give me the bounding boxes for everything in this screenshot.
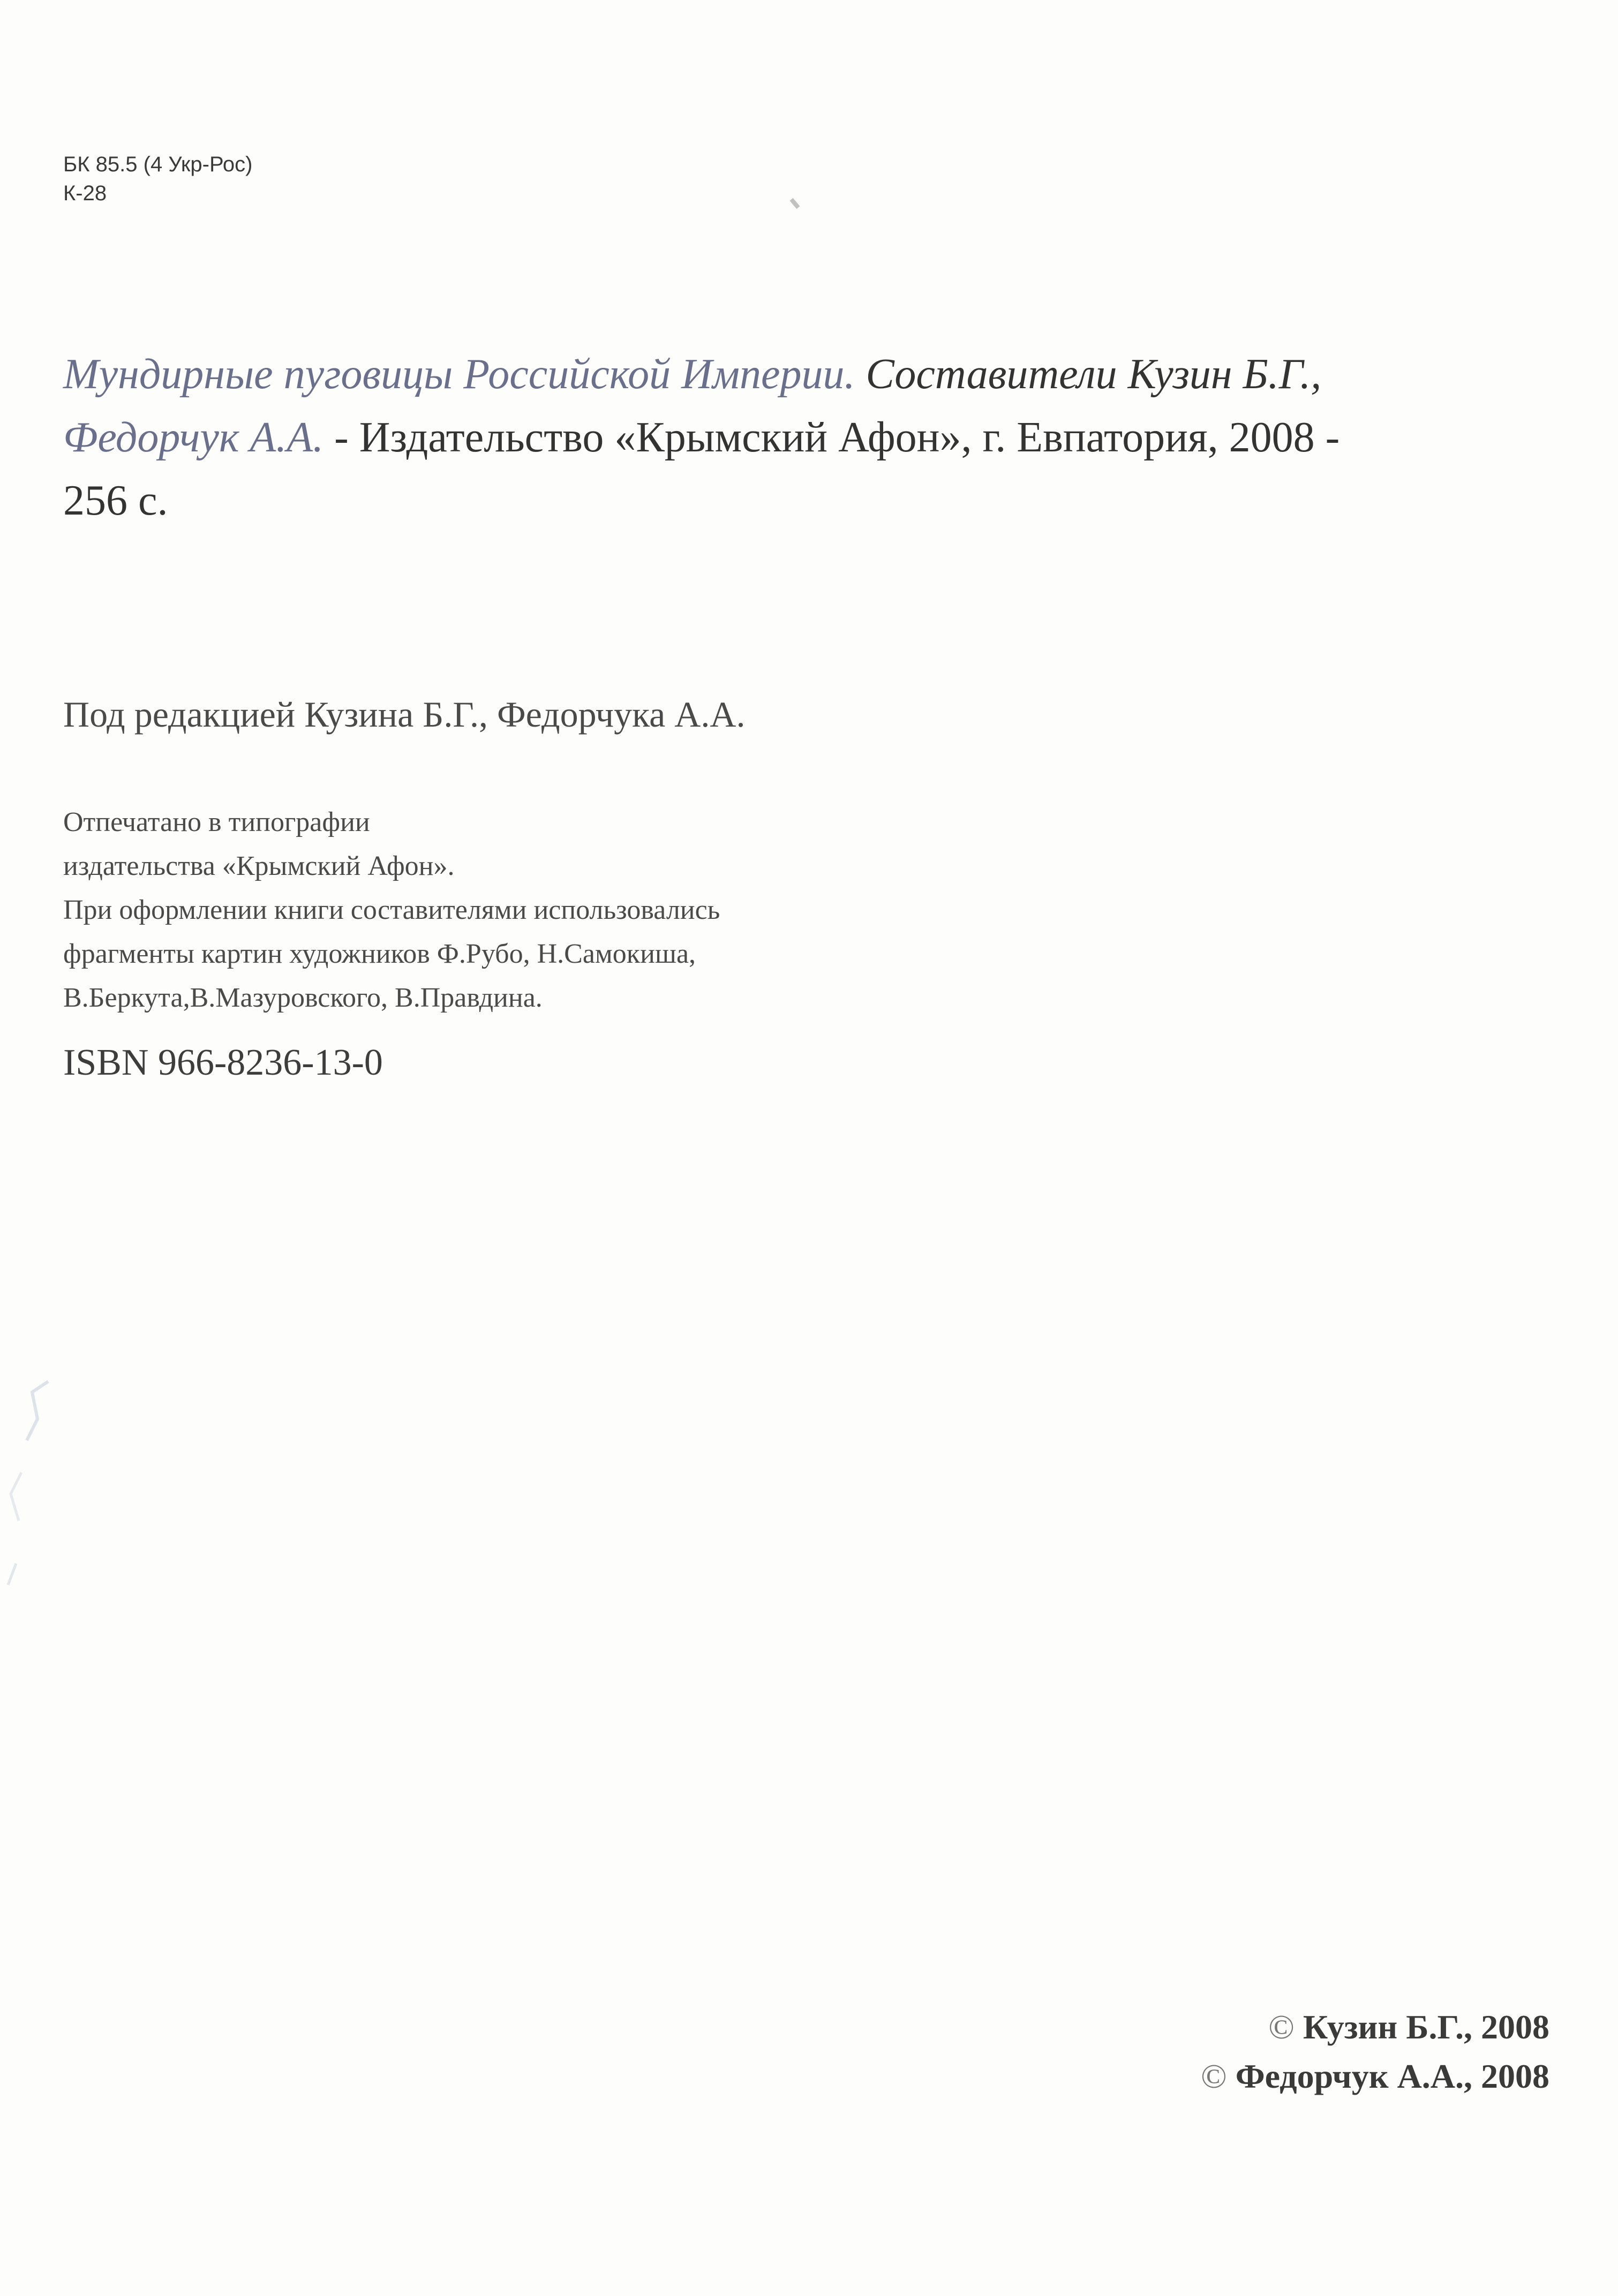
- classification-code: БК 85.5 (4 Укр-Рос): [63, 153, 253, 176]
- print-info: [63, 800, 720, 1020]
- print-info-line: издательства «Крымский Афон».: [63, 851, 455, 881]
- author-mark: К-28: [63, 182, 107, 205]
- page-count: 256 с.: [63, 477, 168, 524]
- isbn: ISBN 966-8236-13-0: [63, 1042, 383, 1083]
- print-info-line: фрагменты картин художников Ф.Рубо, Н.Самокиша,: [63, 939, 696, 969]
- scan-edge-marks: [0, 1371, 75, 1606]
- copyright-symbol: ©: [1201, 2057, 1227, 2095]
- biblio-line-2: [63, 406, 1563, 469]
- publisher-info: - Издательство «Крымский Афон», г. Евпатория, 2008 -: [334, 414, 1340, 461]
- book-title: Мундирные пуговицы Российской Империи.: [63, 351, 855, 398]
- print-info-line: При оформлении книги составителями использовались: [63, 895, 720, 925]
- copyright-line: [1201, 2003, 1549, 2052]
- copyright-line: [1201, 2052, 1549, 2101]
- copyright-notices: [1201, 2003, 1549, 2101]
- second-author: Федорчук А.А.: [63, 414, 324, 461]
- copyright-symbol: ©: [1268, 2008, 1295, 2046]
- print-smudge: [790, 198, 800, 209]
- print-info-line: Отпечатано в типографии: [63, 807, 370, 837]
- bibliographic-record: [63, 343, 1563, 532]
- print-info-line: В.Беркута,В.Мазуровского, В.Правдина.: [63, 983, 543, 1013]
- copyright-text: Кузин Б.Г., 2008: [1294, 2008, 1549, 2046]
- compilers: Составители Кузин Б.Г.,: [866, 351, 1322, 398]
- copyright-text: Федорчук А.А., 2008: [1226, 2057, 1549, 2095]
- library-classification: [63, 150, 252, 208]
- edited-by: Под редакцией Кузина Б.Г., Федорчука А.А.: [63, 694, 746, 735]
- biblio-line-1: [63, 343, 1563, 406]
